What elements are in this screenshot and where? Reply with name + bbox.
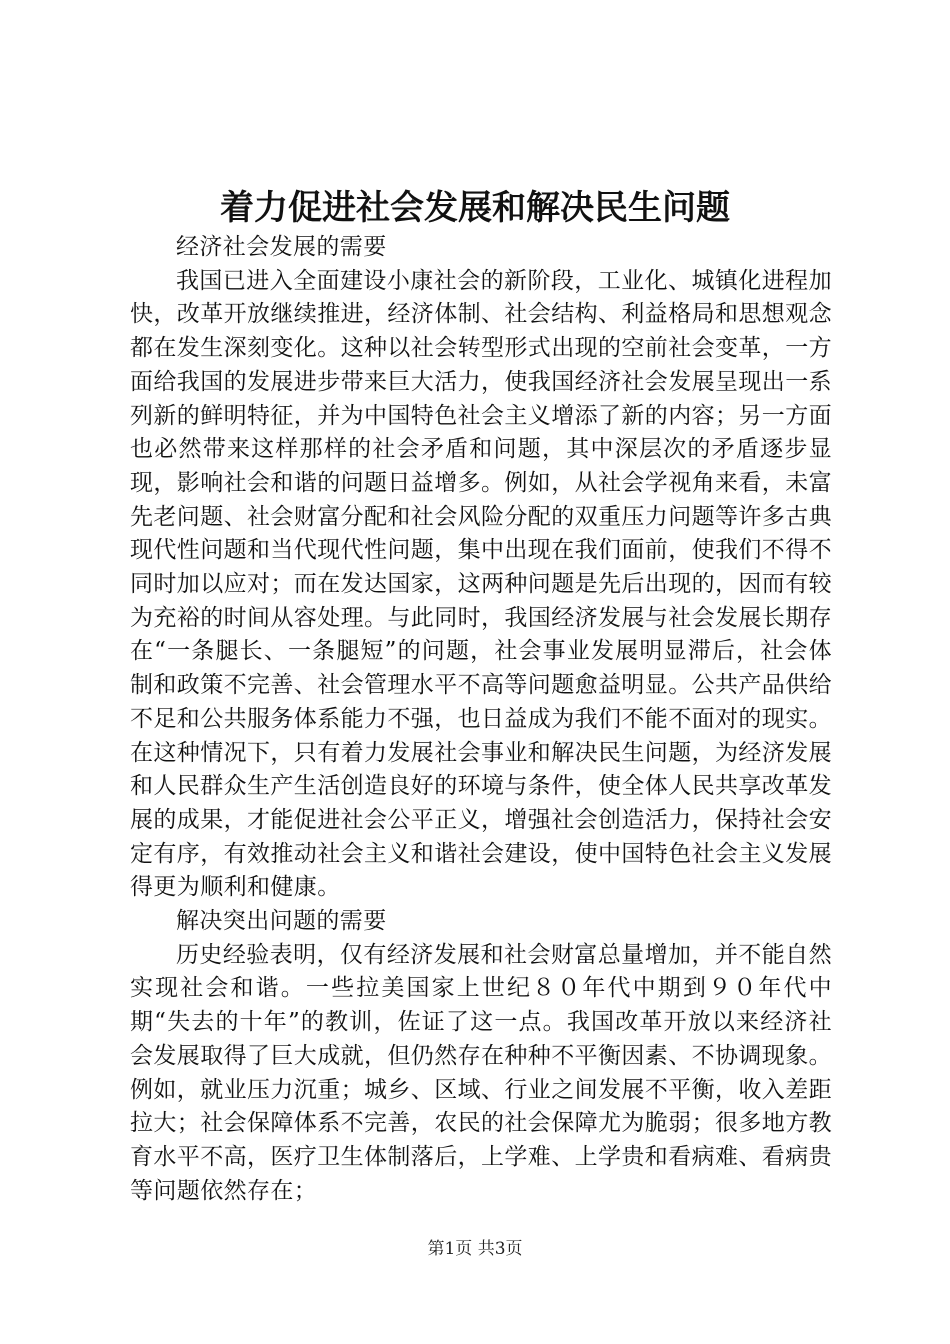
document-body — [130, 231, 832, 1208]
page-number-footer: 第1页 共3页 — [427, 1239, 523, 1259]
section-paragraph-economic: 我国已进入全面建设小康社会的新阶段，工业化、城镇化进程加快，改革开放继续推进，经济体制、社会结构、利益格局和思想观念都在发生深刻变化。这种以社会转型形式出现的空前社会变革，一方面给我国的发展进步带来巨大活力，使我国经济社会发展呈现出一系列新的鲜明特征，并为中国特色社会主义增添了新的内容；另一方面也必然带来这样那样的社会矛盾和问题，其中深层次的矛盾逐步显现，影响社会和谐的问题日益增多。例如，从社会学视角来看，未富先老问题、社会财富分配和社会风险分配的双重压力问题等许多古典现代性问题和当代现代性问题，集中出现在我们面前，使我们不得不同时加以应对；而在发达国家，这两种问题是先后出现的，因而有较为充裕的时间从容处理。与此同时，我国经济发展与社会发展长期存在“一条腿长、一条腿短”的问题，社会事业发展明显滞后，社会体制和政策不完善、社会管理水平不高等问题愈益明显。公共产品供给不足和公共服务体系能力不强，也日益成为我们不能不面对的现实。在这种情况下，只有着力发展社会事业和解决民生问题，为经济发展和人民群众生产生活创造良好的环境与条件，使全体人民共享改革发展的成果，才能促进社会公平正义，增强社会创造活力，保持社会安定有序，有效推动社会主义和谐社会建设，使中国特色社会主义发展得更为顺利和健康。 — [130, 267, 832, 901]
document-title: 着力促进社会发展和解决民生问题 — [220, 188, 730, 228]
section-paragraph-problems: 历史经验表明，仅有经济发展和社会财富总量增加，并不能自然实现社会和谐。一些拉美国家上世纪８０年代中期到９０年代中期“失去的十年”的教训，佐证了这一点。我国改革开放以来经济社会发展取得了巨大成就，但仍然存在种种不平衡因素、不协调现象。例如，就业压力沉重；城乡、区域、行业之间发展不平衡，收入差距拉大；社会保障体系不完善，农民的社会保障尤为脆弱；很多地方教育水平不高，医疗卫生体制落后，上学难、上学贵和看病难、看病贵等问题依然存在； — [130, 941, 832, 1204]
section-heading-problems: 解决突出问题的需要 — [176, 908, 387, 935]
section-heading-economic: 经济社会发展的需要 — [176, 234, 387, 260]
